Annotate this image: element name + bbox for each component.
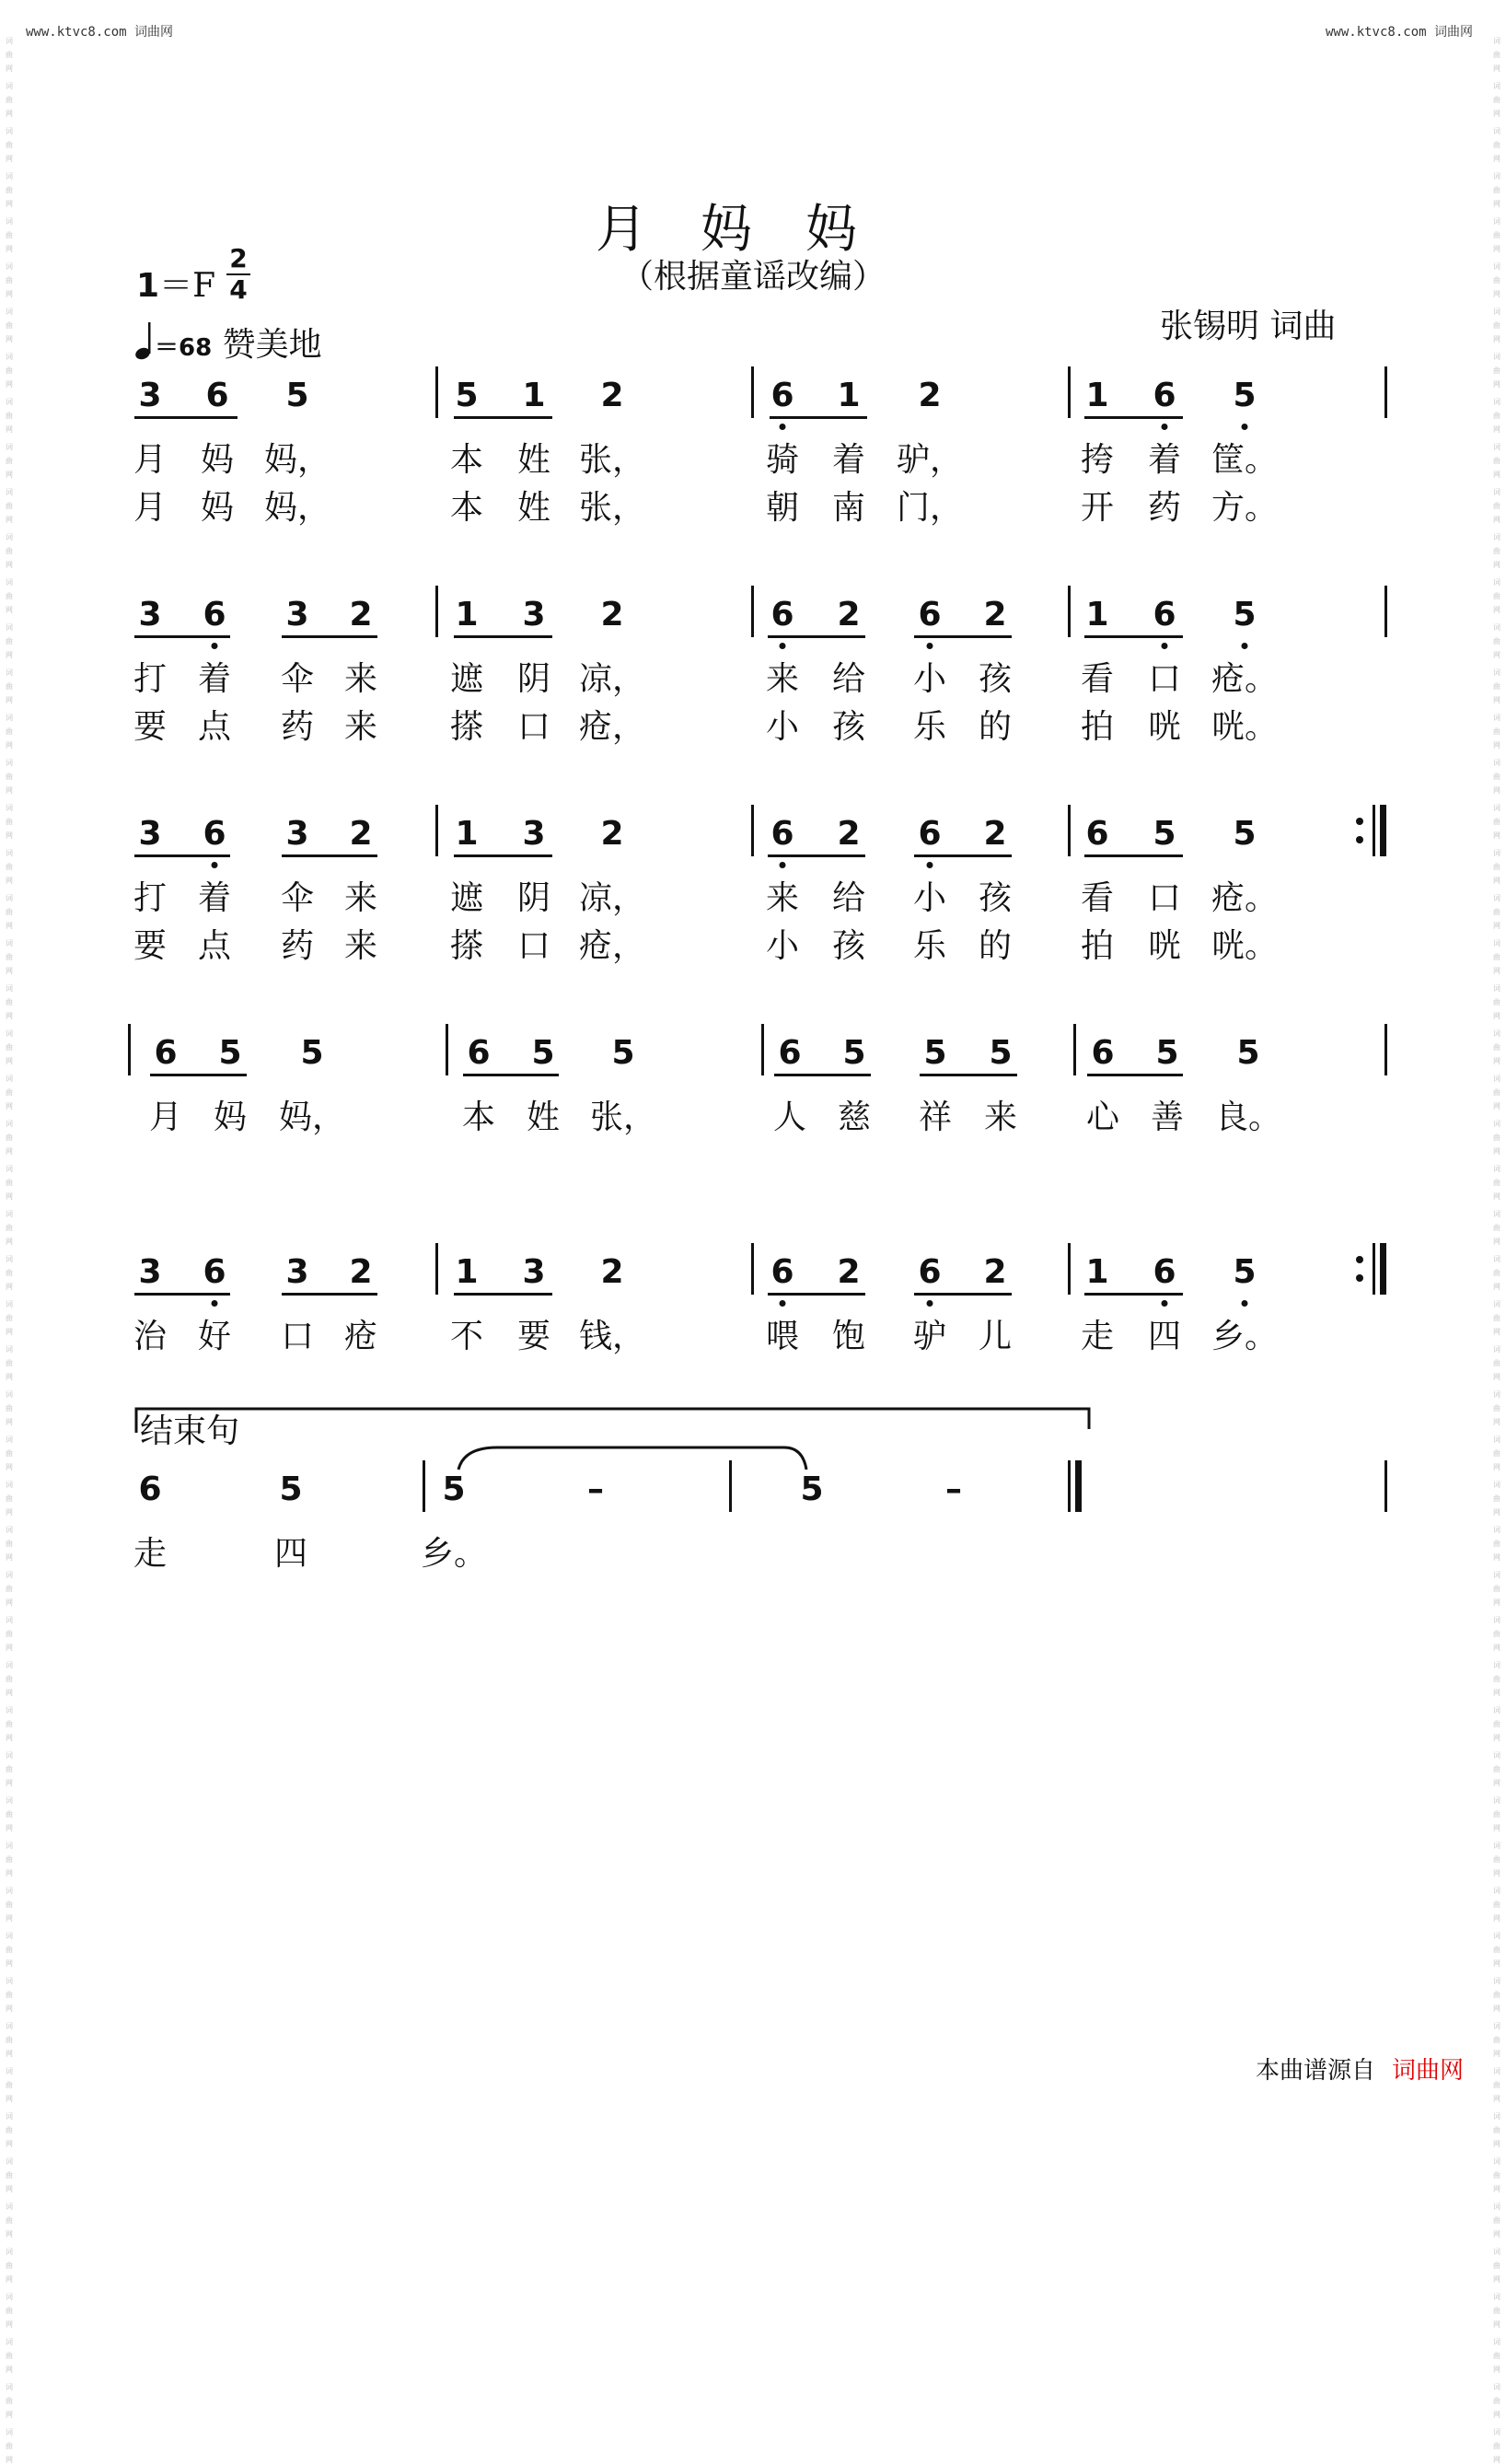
lyric-3-1-4: 来	[343, 879, 378, 917]
note-5-4: 2	[349, 1253, 373, 1291]
note-5-7: 2	[600, 1253, 624, 1291]
lyric-4-1-8: 慈	[837, 1098, 872, 1136]
note-6-2: 5	[279, 1470, 303, 1508]
note-3-14: 5	[1233, 815, 1257, 853]
lyric-4-1-4: 本	[461, 1098, 496, 1136]
note-5-8: 6	[770, 1253, 794, 1291]
lyric-1-2-12: 方。	[1211, 489, 1279, 527]
note-5-12: 1	[1085, 1253, 1109, 1291]
note-2-3: 3	[285, 596, 309, 633]
lyric-2-2-10: 乐	[912, 708, 947, 746]
lyric-3-2-14: 咣。	[1211, 927, 1279, 965]
rest-dash: –	[587, 1470, 604, 1508]
lyric-3-1-3: 伞	[280, 879, 315, 917]
lyric-2-1-5: 遮	[449, 660, 484, 698]
note-1-5: 1	[522, 377, 546, 414]
lyric-1-1-8: 着	[831, 441, 866, 479]
note-2-7: 2	[600, 596, 624, 633]
lyric-1-2-8: 南	[831, 489, 866, 527]
lyric-2-1-1: 打	[133, 660, 168, 698]
lyric-2-1-12: 看	[1080, 660, 1115, 698]
site-watermark-right[interactable]: www.ktvc8.com 词曲网	[1325, 25, 1473, 40]
footer-source	[1256, 2051, 1464, 2086]
lyric-3-2-13: 咣	[1147, 927, 1182, 965]
lyric-1-2-1: 月	[133, 489, 168, 527]
lyric-2-2-8: 小	[765, 708, 800, 746]
lyric-2-2-9: 孩	[831, 708, 866, 746]
note-5-11: 2	[983, 1253, 1007, 1291]
lyric-1-2-3: 妈，	[263, 489, 331, 527]
lyric-4-1-12: 善	[1150, 1098, 1185, 1136]
note-1-7: 6	[770, 377, 794, 414]
note-3-10: 6	[918, 815, 942, 853]
song-subtitle: （根据童谣改编）	[620, 258, 886, 296]
tempo-value: ＝68	[155, 334, 213, 362]
lyric-3-1-13: 口	[1147, 879, 1182, 917]
note-2-8: 6	[770, 596, 794, 633]
lyric-2-2-1: 要	[133, 708, 168, 746]
lyric-2-1-9: 给	[831, 660, 866, 698]
lyric-2-2-7: 疮，	[578, 708, 646, 746]
tempo-word: 赞美地	[222, 326, 322, 364]
note-4-4: 6	[467, 1034, 491, 1072]
note-4-9: 5	[923, 1034, 947, 1072]
lyric-2-1-3: 伞	[280, 660, 315, 698]
lyric-6-1-1: 走	[133, 1535, 168, 1573]
lyric-6-1-3: 乡。	[420, 1535, 488, 1573]
lyric-5-1-2: 好	[197, 1318, 232, 1355]
note-1-1: 3	[138, 377, 162, 414]
site-watermark-left[interactable]: www.ktvc8.com 词曲网	[26, 25, 174, 40]
lyric-2-2-11: 的	[978, 708, 1013, 746]
note-5-5: 1	[455, 1253, 479, 1291]
note-2-9: 2	[837, 596, 861, 633]
lyric-3-1-7: 凉，	[578, 879, 646, 917]
lyric-3-2-4: 来	[343, 927, 378, 965]
lyric-1-2-6: 张，	[578, 489, 646, 527]
note-4-8: 5	[842, 1034, 866, 1072]
lyric-3-1-5: 遮	[449, 879, 484, 917]
lyric-3-1-11: 孩	[978, 879, 1013, 917]
note-3-2: 6	[203, 815, 226, 853]
note-4-5: 5	[531, 1034, 555, 1072]
lyric-2-2-13: 咣	[1147, 708, 1182, 746]
lyric-3-1-6: 阴	[516, 879, 551, 917]
lyric-2-2-4: 来	[343, 708, 378, 746]
note-5-1: 3	[138, 1253, 162, 1291]
note-1-11: 6	[1153, 377, 1176, 414]
lyric-1-2-2: 妈	[200, 489, 235, 527]
note-2-13: 6	[1153, 596, 1176, 633]
note-4-10: 5	[989, 1034, 1013, 1072]
note-5-14: 5	[1233, 1253, 1257, 1291]
side-watermark-left: 词 曲 网 词 曲 网 词 曲 网 词 曲 网 词 曲 网 词 曲 网 词 曲 网 词 曲 网 词 曲 网 词 曲 网 词 曲 网 词 曲 网 词 曲 网 词 曲 网 词 曲 网 词 曲 网 词 曲 网 词 曲 网 词 曲 网 词 曲 网 词 曲 网 词 曲 网 词 曲 网 词 曲 网 词 曲 网 词 曲 网 词 曲 网 词 曲 网 词 曲 网 词 曲 网 词 曲 网 词 曲 网 词 曲 网 词 曲 网 词 曲 网 词 曲 网 词 曲 网 词 曲 网 词 曲 网 词 曲 网 词 曲 网 词 曲 网 词 曲 网 词 曲 网 词 曲 网 词 曲 网 词 曲 网 词 曲 网 词 曲 网 词 曲 网 词 曲 网 词 曲 网 词 曲 网 词 曲 网	[6, 37, 13, 2464]
time-bottom: 4	[229, 274, 248, 305]
lyric-2-1-10: 小	[912, 660, 947, 698]
lyric-2-2-12: 拍	[1080, 708, 1115, 746]
lyric-5-1-9: 饱	[831, 1318, 866, 1355]
lyric-5-1-3: 口	[280, 1318, 315, 1355]
lyric-5-1-13: 四	[1147, 1318, 1182, 1355]
lyric-3-2-9: 孩	[831, 927, 866, 965]
lyric-1-1-4: 本	[449, 441, 484, 479]
note-2-10: 6	[918, 596, 942, 633]
note-1-2: 6	[205, 377, 229, 414]
lyric-4-1-13: 良。	[1214, 1098, 1282, 1136]
lyric-5-1-12: 走	[1080, 1318, 1115, 1355]
lyric-1-2-10: 开	[1080, 489, 1115, 527]
lyric-2-1-2: 着	[197, 660, 232, 698]
note-3-11: 2	[983, 815, 1007, 853]
note-5-9: 2	[837, 1253, 861, 1291]
key-degree: 1	[136, 267, 160, 305]
lyric-3-1-1: 打	[133, 879, 168, 917]
lyric-1-2-9: 门，	[896, 489, 964, 527]
footer-source-text: 本曲谱源自	[1255, 2057, 1375, 2085]
note-2-4: 2	[349, 596, 373, 633]
lyric-3-2-10: 乐	[912, 927, 947, 965]
lyric-4-1-11: 心	[1085, 1098, 1120, 1136]
note-4-3: 5	[300, 1034, 324, 1072]
note-1-9: 2	[918, 377, 942, 414]
lyric-3-2-5: 搽	[449, 927, 484, 965]
note-3-8: 6	[770, 815, 794, 853]
lyric-1-1-10: 挎	[1080, 441, 1115, 479]
lyric-3-1-8: 来	[765, 879, 800, 917]
note-4-11: 6	[1091, 1034, 1115, 1072]
key-name: ＝F	[159, 267, 216, 305]
note-2-2: 6	[203, 596, 226, 633]
ending-label: 结束句	[140, 1412, 240, 1450]
note-3-7: 2	[600, 815, 624, 853]
song-title: 月妈妈	[596, 200, 910, 260]
lyric-2-2-5: 搽	[449, 708, 484, 746]
lyric-3-2-8: 小	[765, 927, 800, 965]
lyric-2-2-14: 咣。	[1211, 708, 1279, 746]
lyric-5-1-5: 不	[449, 1318, 484, 1355]
lyric-4-1-3: 妈，	[278, 1098, 346, 1136]
note-1-3: 5	[285, 377, 309, 414]
note-6-4: 5	[800, 1470, 824, 1508]
note-5-10: 6	[918, 1253, 942, 1291]
note-5-3: 3	[285, 1253, 309, 1291]
lyric-2-2-3: 药	[280, 708, 315, 746]
note-2-14: 5	[1233, 596, 1257, 633]
lyric-3-1-10: 小	[912, 879, 947, 917]
note-3-6: 3	[522, 815, 546, 853]
rest-dash: –	[945, 1470, 962, 1508]
lyric-2-1-4: 来	[343, 660, 378, 698]
lyric-2-1-11: 孩	[978, 660, 1013, 698]
lyric-4-1-9: 祥	[918, 1098, 953, 1136]
lyric-3-2-1: 要	[133, 927, 168, 965]
lyric-3-2-11: 的	[978, 927, 1013, 965]
note-2-12: 1	[1085, 596, 1109, 633]
lyric-4-1-6: 张，	[589, 1098, 657, 1136]
lyric-1-1-3: 妈，	[263, 441, 331, 479]
lyric-4-1-2: 妈	[213, 1098, 248, 1136]
lyric-3-2-12: 拍	[1080, 927, 1115, 965]
note-6-3: 5	[442, 1470, 466, 1508]
lyric-5-1-6: 要	[516, 1318, 551, 1355]
note-4-7: 6	[778, 1034, 802, 1072]
lyric-3-2-7: 疮，	[578, 927, 646, 965]
lyric-1-2-11: 药	[1147, 489, 1182, 527]
note-3-3: 3	[285, 815, 309, 853]
lyric-3-1-12: 看	[1080, 879, 1115, 917]
lyric-1-1-6: 张，	[578, 441, 646, 479]
lyric-3-2-3: 药	[280, 927, 315, 965]
note-2-6: 3	[522, 596, 546, 633]
note-4-1: 6	[154, 1034, 178, 1072]
time-top: 2	[229, 243, 248, 273]
note-3-1: 3	[138, 815, 162, 853]
note-1-8: 1	[837, 377, 861, 414]
note-1-10: 1	[1085, 377, 1109, 414]
note-3-13: 5	[1153, 815, 1176, 853]
lyric-1-1-2: 妈	[200, 441, 235, 479]
note-1-4: 5	[455, 377, 479, 414]
lyric-3-1-2: 着	[197, 879, 232, 917]
lyric-2-1-8: 来	[765, 660, 800, 698]
lyric-4-1-5: 姓	[526, 1098, 561, 1136]
tie-arc	[458, 1447, 806, 1470]
lyric-4-1-10: 来	[983, 1098, 1018, 1136]
note-1-12: 5	[1233, 377, 1257, 414]
lyric-1-2-7: 朝	[765, 489, 800, 527]
lyric-4-1-7: 人	[772, 1098, 807, 1136]
note-2-5: 1	[455, 596, 479, 633]
note-4-6: 5	[611, 1034, 635, 1072]
lyric-2-2-2: 点	[197, 708, 232, 746]
lyric-6-1-2: 四	[273, 1535, 308, 1573]
lyric-1-1-12: 筐。	[1211, 441, 1279, 479]
lyric-5-1-1: 治	[133, 1318, 168, 1355]
volta-bracket	[136, 1409, 1089, 1433]
lyric-5-1-14: 乡。	[1211, 1318, 1279, 1355]
note-3-9: 2	[837, 815, 861, 853]
author-credit: 张锡明 词曲	[1160, 308, 1337, 345]
note-5-13: 6	[1153, 1253, 1176, 1291]
note-4-12: 5	[1155, 1034, 1179, 1072]
side-watermark-right: 词 曲 网 词 曲 网 词 曲 网 词 曲 网 词 曲 网 词 曲 网 词 曲 网 词 曲 网 词 曲 网 词 曲 网 词 曲 网 词 曲 网 词 曲 网 词 曲 网 词 曲 网 词 曲 网 词 曲 网 词 曲 网 词 曲 网 词 曲 网 词 曲 网 词 曲 网 词 曲 网 词 曲 网 词 曲 网 词 曲 网 词 曲 网 词 曲 网 词 曲 网 词 曲 网 词 曲 网 词 曲 网 词 曲 网 词 曲 网 词 曲 网 词 曲 网 词 曲 网 词 曲 网 词 曲 网 词 曲 网 词 曲 网 词 曲 网 词 曲 网 词 曲 网 词 曲 网 词 曲 网 词 曲 网 词 曲 网 词 曲 网 词 曲 网 词 曲 网 词 曲 网 词 曲 网 词 曲 网	[1493, 37, 1500, 2464]
lyric-5-1-7: 钱，	[578, 1318, 646, 1355]
lyric-5-1-10: 驴	[912, 1318, 947, 1355]
lyric-4-1-1: 月	[148, 1098, 183, 1136]
note-2-1: 3	[138, 596, 162, 633]
note-3-5: 1	[455, 815, 479, 853]
lyric-5-1-11: 儿	[978, 1318, 1013, 1355]
note-4-2: 5	[218, 1034, 242, 1072]
lyric-1-1-9: 驴，	[896, 441, 964, 479]
lyric-1-1-5: 姓	[516, 441, 551, 479]
note-6-1: 6	[138, 1470, 162, 1508]
lyric-1-1-11: 着	[1147, 441, 1182, 479]
lyric-1-2-5: 姓	[516, 489, 551, 527]
note-2-11: 2	[983, 596, 1007, 633]
footer-brand-link[interactable]: 词曲网	[1391, 2057, 1464, 2085]
note-5-6: 3	[522, 1253, 546, 1291]
lyric-1-2-4: 本	[449, 489, 484, 527]
lyric-2-1-6: 阴	[516, 660, 551, 698]
note-3-4: 2	[349, 815, 373, 853]
lyric-2-1-13: 口	[1147, 660, 1182, 698]
lyric-3-2-2: 点	[197, 927, 232, 965]
note-3-12: 6	[1085, 815, 1109, 853]
lyric-3-1-9: 给	[831, 879, 866, 917]
note-1-6: 2	[600, 377, 624, 414]
lyric-1-1-7: 骑	[765, 441, 800, 479]
lyric-5-1-4: 疮	[343, 1318, 378, 1355]
lyric-5-1-8: 喂	[765, 1318, 800, 1355]
lyric-1-1-1: 月	[133, 441, 168, 479]
note-5-2: 6	[203, 1253, 226, 1291]
lyric-3-2-6: 口	[516, 927, 551, 965]
lyric-2-1-14: 疮。	[1211, 660, 1279, 698]
lyric-2-1-7: 凉，	[578, 660, 646, 698]
lyric-3-1-14: 疮。	[1211, 879, 1279, 917]
lyric-2-2-6: 口	[516, 708, 551, 746]
note-4-13: 5	[1236, 1034, 1260, 1072]
